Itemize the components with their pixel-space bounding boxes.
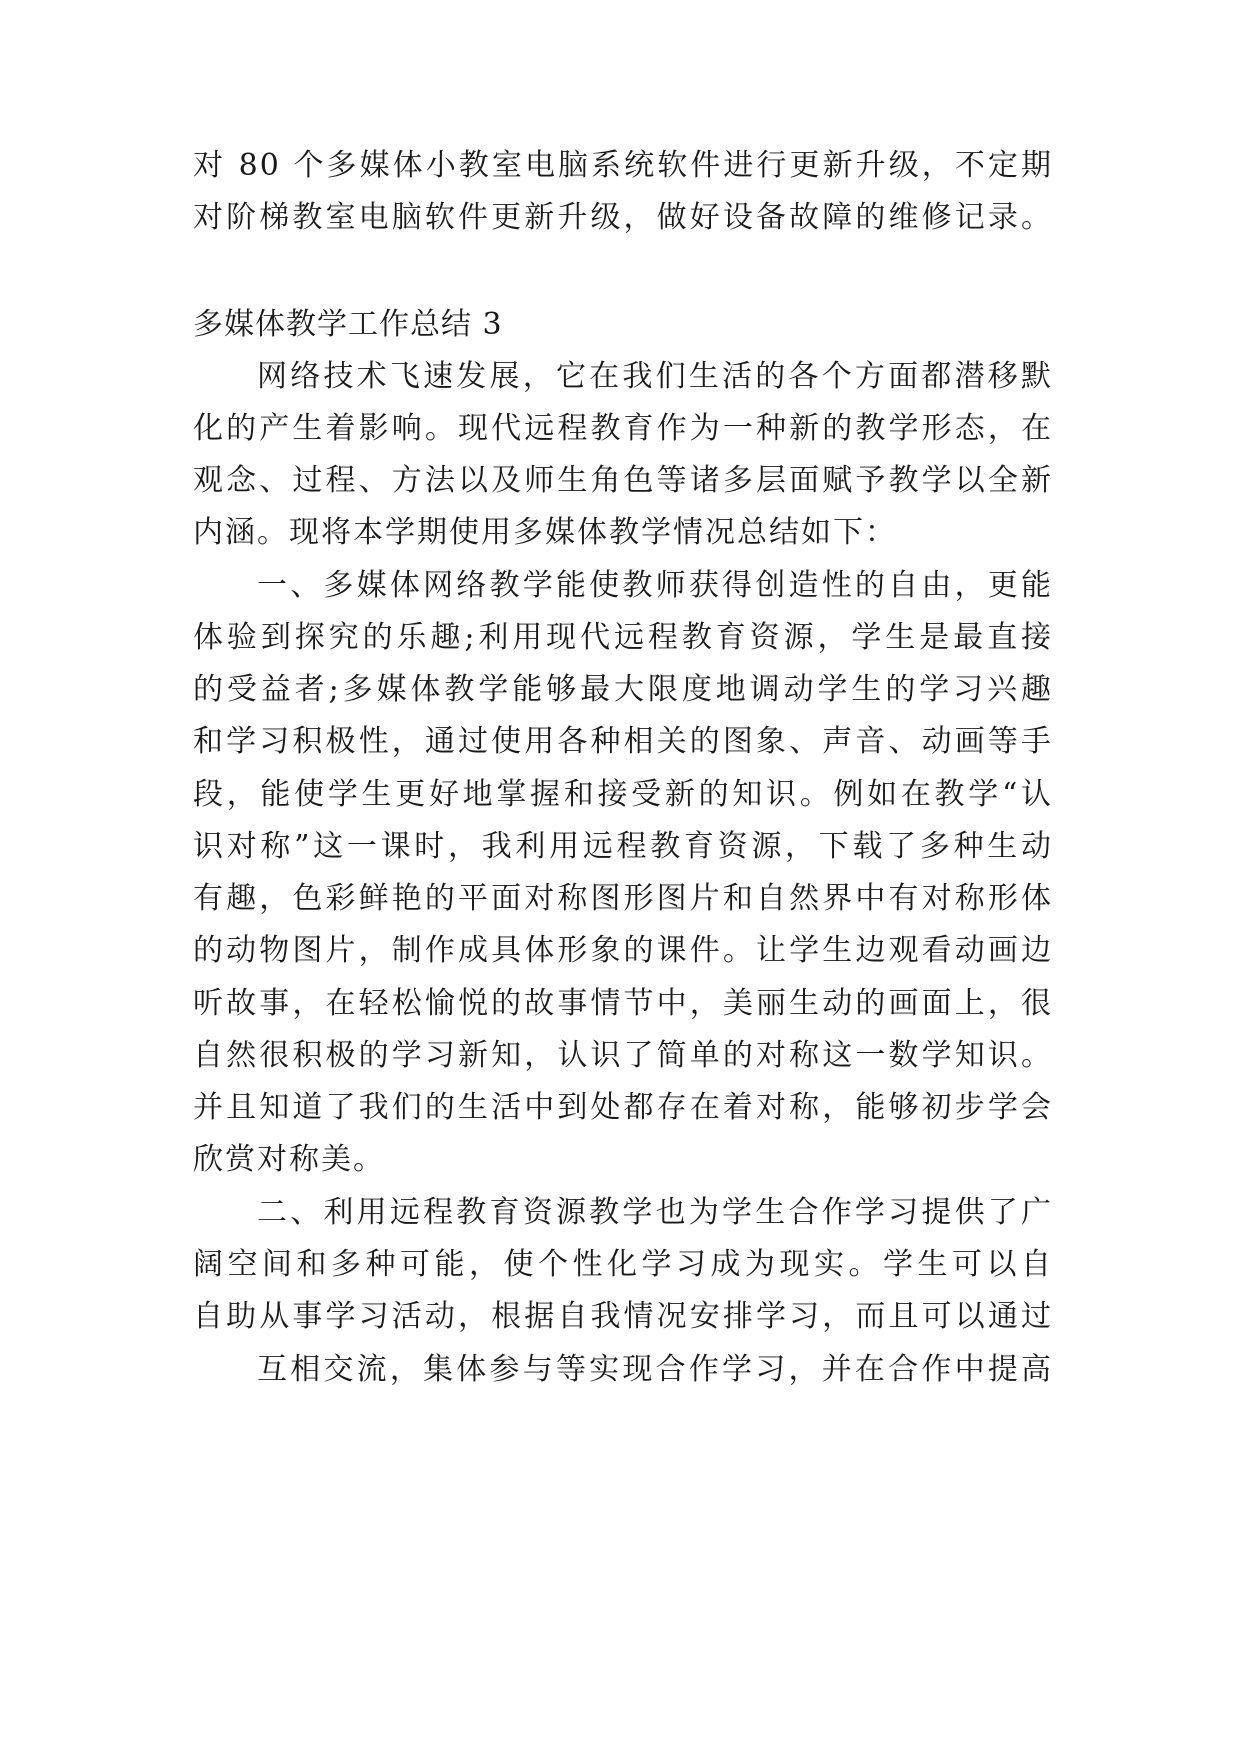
paragraph2-line-1: 一、多媒体网络教学能使教师获得创造性的自由，更能 <box>257 568 1053 603</box>
paragraph2-line-3: 的受益者;多媒体教学能够最大限度地调动学生的学习兴趣 <box>193 672 1053 707</box>
paragraph2-line-4: 和学习积极性，通过使用各种相关的图象、声音、动画等手 <box>193 724 1053 759</box>
paragraph2-line-7: 有趣，色彩鲜艳的平面对称图形图片和自然界中有对称形体 <box>193 881 1053 916</box>
paragraph1-line-1: 网络技术飞速发展，它在我们生活的各个方面都潜移默 <box>257 359 1053 394</box>
paragraph1-line-4: 内涵。现将本学期使用多媒体教学情况总结如下： <box>193 515 897 550</box>
intro-line-2: 对阶梯教室电脑软件更新升级，做好设备故障的维修记录。 <box>193 200 1053 235</box>
intro-line-1: 对 80 个多媒体小教室电脑系统软件进行更新升级，不定期 <box>193 148 1053 183</box>
paragraph2-line-10: 自然很积极的学习新知，认识了简单的对称这一数学知识。 <box>193 1038 1053 1073</box>
section-title: 多媒体教学工作总结 3 <box>193 307 503 342</box>
paragraph2-line-12: 欣赏对称美。 <box>193 1142 385 1177</box>
paragraph2-line-9: 听故事，在轻松愉悦的故事情节中，美丽生动的画面上，很 <box>193 986 1053 1021</box>
paragraph3-line-2: 阔空间和多种可能，使个性化学习成为现实。学生可以自 <box>193 1247 1053 1282</box>
paragraph2-line-6: 识对称”这一课时，我利用远程教育资源，下载了多种生动 <box>193 829 1053 864</box>
paragraph1-line-2: 化的产生着影响。现代远程教育作为一种新的教学形态，在 <box>193 411 1053 446</box>
paragraph3-line-3: 自助从事学习活动，根据自我情况安排学习，而且可以通过 <box>193 1299 1053 1334</box>
paragraph2-line-11: 并且知道了我们的生活中到处都存在着对称，能够初步学会 <box>193 1090 1053 1125</box>
paragraph1-line-3: 观念、过程、方法以及师生角色等诸多层面赋予教学以全新 <box>193 463 1053 498</box>
paragraph4-line-1: 互相交流，集体参与等实现合作学习，并在合作中提高 <box>257 1352 1053 1387</box>
paragraph2-line-2: 体验到探究的乐趣;利用现代远程教育资源，学生是最直接 <box>193 620 1053 655</box>
paragraph2-line-5: 段，能使学生更好地掌握和接受新的知识。例如在教学“认 <box>193 777 1053 812</box>
paragraph2-line-8: 的动物图片，制作成具体形象的课件。让学生边观看动画边 <box>193 933 1053 968</box>
paragraph3-line-1: 二、利用远程教育资源教学也为学生合作学习提供了广 <box>257 1195 1053 1230</box>
